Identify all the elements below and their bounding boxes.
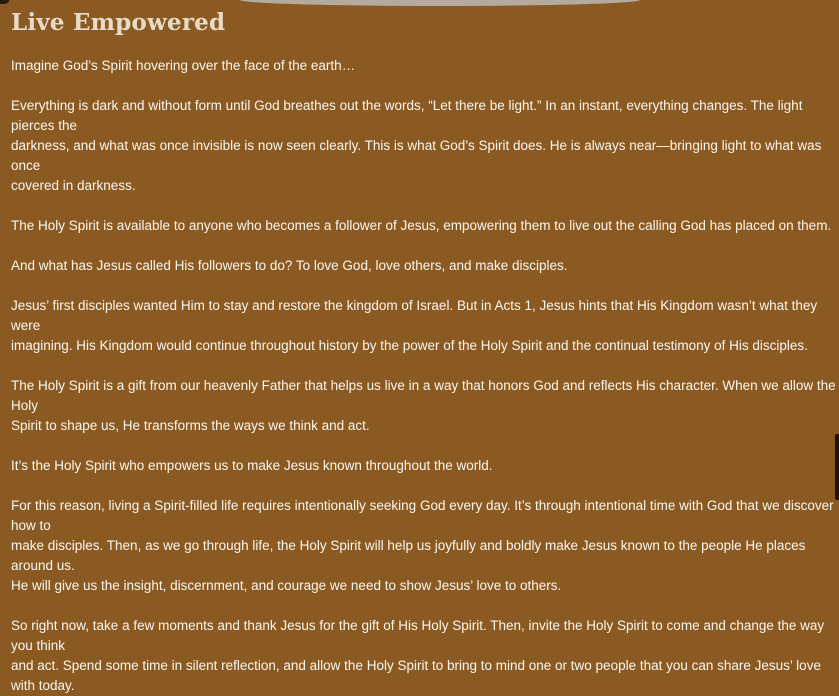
page-title: Live Empowered	[11, 9, 226, 36]
paragraph-4: And what has Jesus called His followers to do? To love God, love others, and make disciples.	[11, 258, 568, 273]
paragraph-3: The Holy Spirit is available to anyone who becomes a follower of Jesus, empowering them to live out the calling God has placed on them.	[11, 218, 832, 233]
paragraph-7: It’s the Holy Spirit who empowers us to make Jesus known throughout the world.	[11, 458, 493, 473]
side-scroll-handle[interactable]	[835, 434, 839, 500]
corner-edge	[0, 0, 10, 4]
paragraph-2: Everything is dark and without form until God breathes out the words, “Let there be light.” In an instant, everything changes. The light pierces the darkness, and what was once invisible is now seen clearly. This is what God’s Spirit does. He is always near—bringing light to what was once covered in darkness.	[11, 98, 822, 193]
paragraph-5: Jesus’ first disciples wanted Him to stay and restore the kingdom of Israel. But in Acts 1, Jesus hints that His Kingdom wasn’t what they were imagining. His Kingdom would continue throughout history by the power of the Holy Spirit and the continual testimony of His disciples.	[11, 298, 818, 353]
paragraph-9: So right now, take a few moments and thank Jesus for the gift of His Holy Spirit. Then, invite the Holy Spirit to come and change the way you think and act. Spend some time in silent reflection, and allow the Holy Spirit to bring to mind one or two people that you can share Jesus’ love with today.	[11, 618, 825, 693]
paragraph-6: The Holy Spirit is a gift from our heavenly Father that helps us live in a way that honors God and reflects His character. When we allow the Holy Spirit to shape us, He transforms the ways we think and act.	[11, 378, 836, 433]
paragraph-1: Imagine God’s Spirit hovering over the face of the earth…	[11, 58, 356, 73]
paragraph-8: For this reason, living a Spirit-filled life requires intentionally seeking God every day. It’s through intentional time with God that we discover how to make disciples. Then, as we go through life, the Holy Spirit will help us joyfully and boldly make Jesus known to the people He places around us. He will give us the insight, discernment, and courage we need to show Jesus’ love to others.	[11, 498, 834, 593]
devotional-content	[11, 6, 837, 696]
